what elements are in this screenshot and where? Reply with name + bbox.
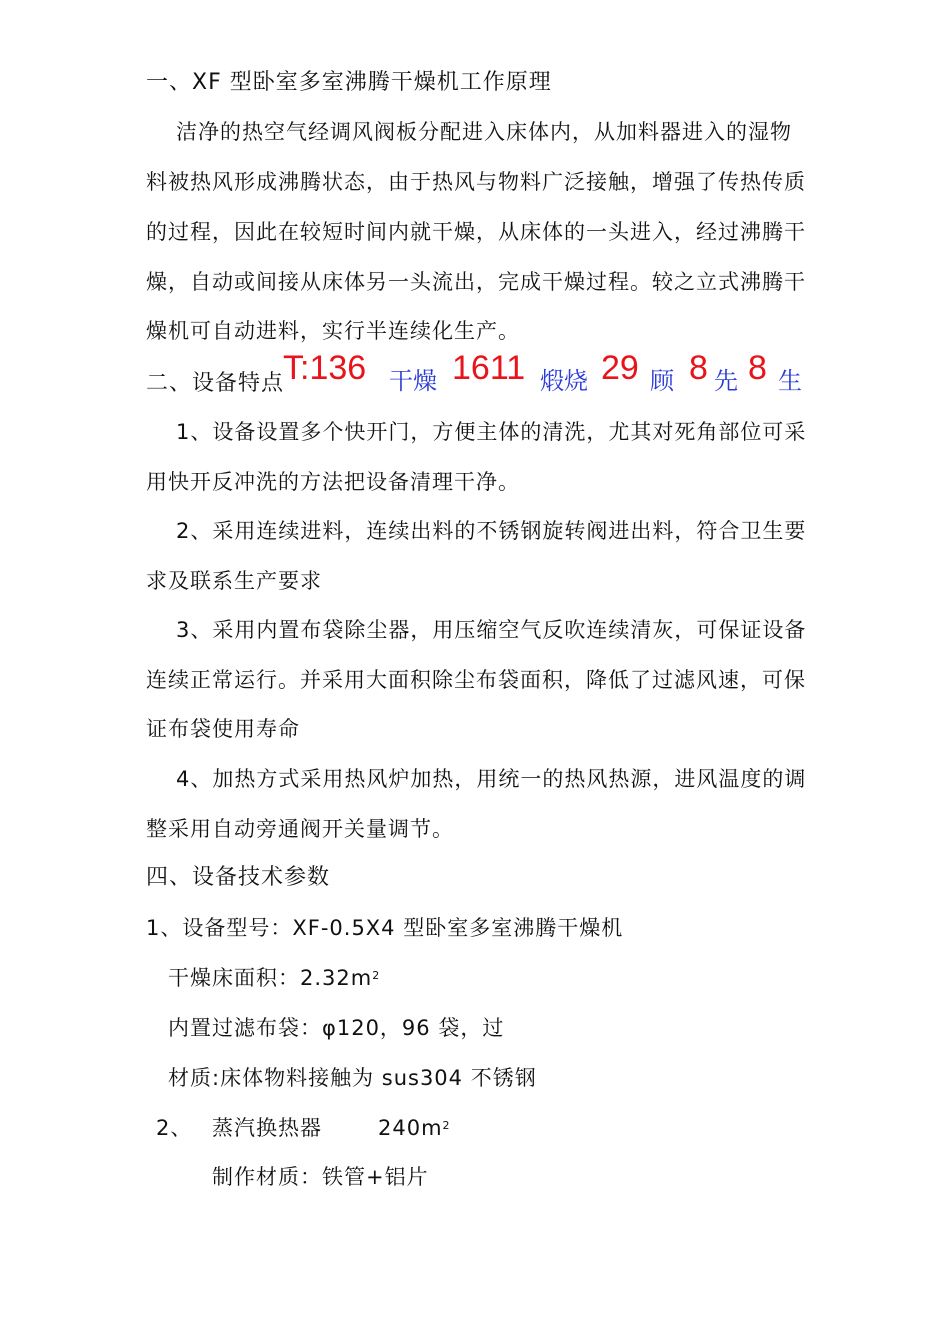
overlay-stamp-text: 煅烧 — [540, 367, 588, 395]
section1-paragraph-line: 料被热风形成沸腾状态，由于热风与物料广泛接触，增强了传热传质 — [146, 170, 806, 194]
feature-item-3: 3、采用内置布袋除尘器，用压缩空气反吹连续清灰，可保证设备 — [176, 618, 807, 642]
feature-item-1-cont: 用快开反冲洗的方法把设备清理干净。 — [146, 470, 520, 494]
spec-2-material: 制作材质：铁管+铝片 — [212, 1165, 429, 1189]
feature-item-1: 1、设备设置多个快开门，方便主体的清洗，尤其对死角部位可采 — [176, 420, 807, 444]
section1-paragraph-line: 燥机可自动进料，实行半连续化生产。 — [146, 319, 520, 343]
overlay-stamp-text: 先 — [714, 367, 738, 395]
spec-bed-area — [168, 963, 380, 993]
feature-item-2: 2、采用连续进料，连续出料的不锈钢旋转阀进出料，符合卫生要 — [176, 519, 807, 543]
feature-item-3-cont: 证布袋使用寿命 — [146, 717, 300, 741]
spec-2-value-text: 240m — [378, 1116, 443, 1140]
spec-filter-bag: 内置过滤布袋：φ120，96 袋，过 — [168, 1016, 505, 1040]
spec-bed-area-text: 干燥床面积：2.32m — [168, 966, 373, 990]
spec-2-number: 2、 — [156, 1116, 193, 1140]
feature-item-2-cont: 求及联系生产要求 — [146, 569, 322, 593]
overlay-stamp-text: T:136 — [283, 349, 367, 387]
overlay-stamp-text: 干燥 — [389, 367, 437, 395]
section4-title: 四、设备技术参数 — [146, 865, 331, 890]
spec-model: 1、设备型号：XF-0.5X4 型卧室多室沸腾干燥机 — [146, 916, 624, 940]
overlay-stamp-text: 1611 — [452, 349, 526, 387]
spec-2-name: 蒸汽换热器 — [212, 1116, 322, 1140]
spec-2-value — [378, 1113, 451, 1143]
overlay-stamp-text: 29 — [601, 349, 639, 387]
section1-title: 一、XF 型卧室多室沸腾干燥机工作原理 — [146, 70, 552, 95]
spec-bed-area-sup: 2 — [372, 969, 381, 982]
section2-title: 二、设备特点 — [146, 371, 285, 396]
overlay-stamp-text: 8 — [689, 349, 708, 387]
overlay-stamp-text: 顾 — [650, 367, 674, 395]
overlay-stamp-text: 生 — [778, 367, 802, 395]
section1-paragraph-line: 洁净的热空气经调风阀板分配进入床体内，从加料器进入的湿物 — [176, 120, 792, 144]
section1-paragraph-line: 燥，自动或间接从床体另一头流出，完成干燥过程。较之立式沸腾干 — [146, 270, 806, 294]
feature-item-4: 4、加热方式采用热风炉加热，用统一的热风热源，进风温度的调 — [176, 767, 807, 791]
spec-material: 材质:床体物料接触为 sus304 不锈钢 — [168, 1066, 537, 1090]
spec-2-value-sup: 2 — [442, 1119, 451, 1132]
feature-item-3-cont: 连续正常运行。并采用大面积除尘布袋面积，降低了过滤风速，可保 — [146, 668, 806, 692]
feature-item-4-cont: 整采用自动旁通阀开关量调节。 — [146, 817, 454, 841]
overlay-stamp-text: 8 — [748, 349, 767, 387]
section1-paragraph-line: 的过程，因此在较短时间内就干燥，从床体的一头进入，经过沸腾干 — [146, 220, 806, 244]
